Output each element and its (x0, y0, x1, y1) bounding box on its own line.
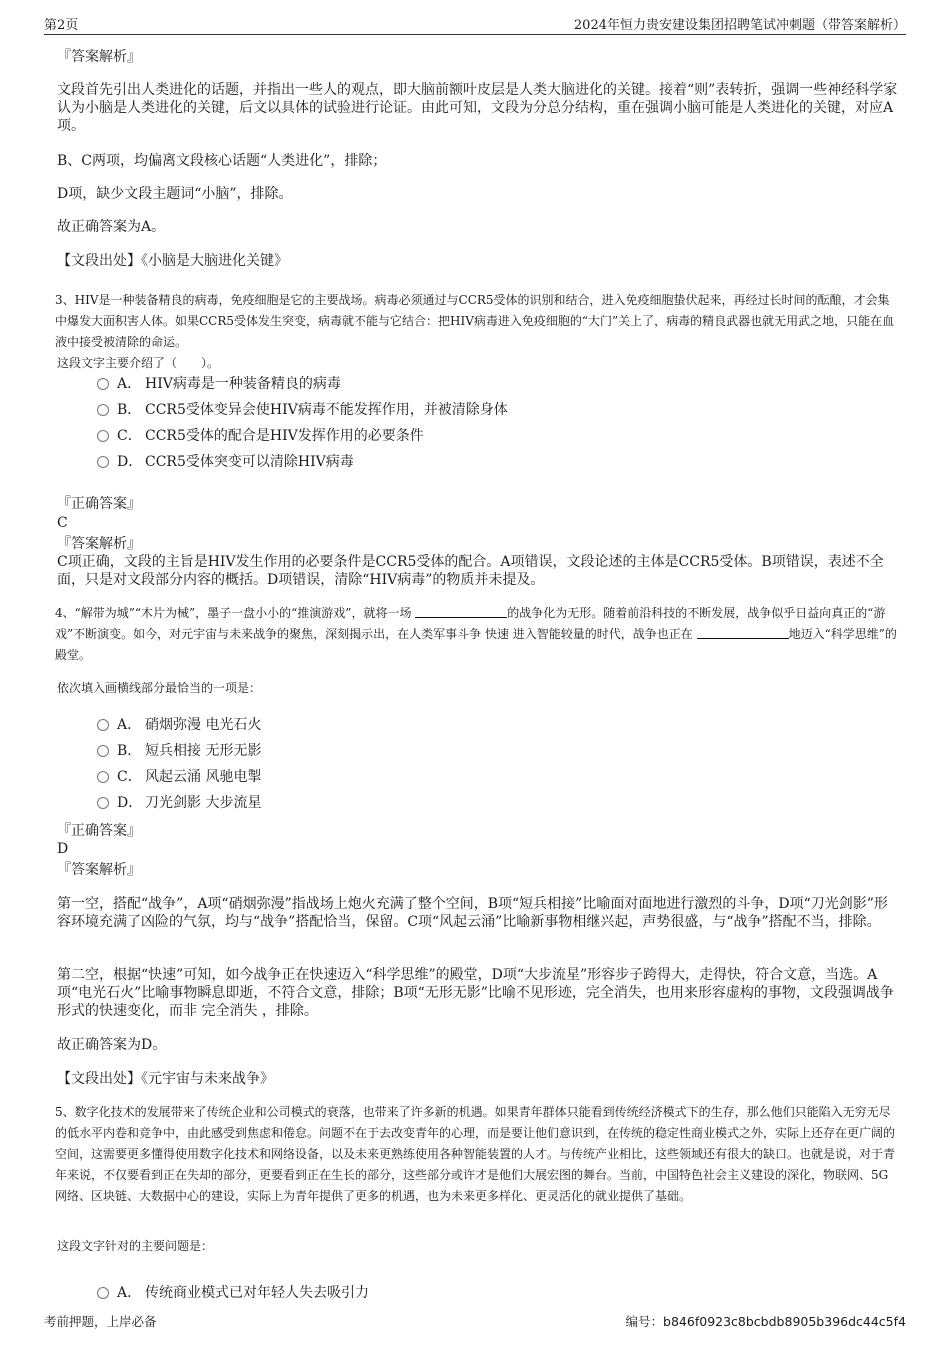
q2-analysis-label: 『答案解析』 (57, 49, 141, 65)
radio-icon[interactable] (97, 719, 109, 731)
q2-conclusion: 故正确答案为A。 (57, 219, 166, 235)
q2-analysis-para2: B、C两项，均偏离文段核心话题“人类进化”，排除； (57, 153, 387, 169)
radio-icon[interactable] (97, 430, 109, 442)
q3-option-d[interactable]: D． CCR5受体突变可以清除HIV病毒 (97, 453, 354, 471)
q5-question: 这段文字针对的主要问题是： (57, 1239, 214, 1253)
fill-blank-2 (697, 626, 789, 639)
q4-answer: D (57, 841, 69, 857)
q3-question: 这段文字主要介绍了（ ）。 (57, 356, 220, 370)
q5-option-a[interactable]: A． 传统商业模式已对年轻人失去吸引力 (97, 1284, 369, 1302)
q4-question: 依次填入画横线部分最恰当的一项是： (57, 681, 262, 695)
radio-icon[interactable] (97, 771, 109, 783)
radio-icon[interactable] (97, 456, 109, 468)
page-header (44, 10, 906, 35)
radio-icon[interactable] (97, 745, 109, 757)
q4-option-b[interactable]: B． 短兵相接 无形无影 (97, 742, 261, 760)
document-serial: 编号：b846f0923c8bcbdb8905b396dc44c5f4 (625, 1314, 906, 1329)
q3-analysis: C项正确，文段的主旨是HIV发生作用的必要条件是CCR5受体的配合。A项错误，文段论述的主体是CCR5受体。B项错误，表述不全面，只是对文段部分内容的概括。D项错误，清除“HIV病毒”的物质并未提及。 (57, 554, 884, 588)
page-number: 第2页 (44, 18, 79, 33)
q3-option-c[interactable]: C． CCR5受体的配合是HIV发挥作用的必要条件 (97, 427, 424, 445)
q4-conclusion: 故正确答案为D。 (57, 1037, 167, 1053)
q4-option-c[interactable]: C． 风起云涌 风驰电掣 (97, 768, 261, 786)
q2-source: 【文段出处】《小脑是大脑进化关键》 (57, 253, 288, 269)
q4-analysis-label: 『答案解析』 (57, 862, 141, 878)
radio-icon[interactable] (97, 1287, 109, 1299)
q2-analysis-para3: D项，缺少文段主题词“小脑”，排除。 (57, 186, 293, 202)
document-title: 2024年恒力贵安建设集团招聘笔试冲刺题（带答案解析） (573, 18, 906, 33)
q4-analysis-para1: 第一空，搭配“战争”，A项“硝烟弥漫”指战场上炮火充满了整个空间，B项“短兵相接”比喻面对面地进行激烈的斗争，D项“刀光剑影”形容环境充满了凶险的气氛，均与“战争”搭配恰当，保留。C项“风起云涌”比喻新事物相继兴起，声势很盛，与“战争”搭配不当，排除。 (57, 896, 888, 930)
q3-option-a[interactable]: A． HIV病毒是一种装备精良的病毒 (97, 375, 341, 393)
q5-stem: 5、数字化技术的发展带来了传统企业和公司模式的衰落，也带来了许多新的机遇。如果青年群体只能看到传统经济模式下的生存，那么他们只能陷入无穷无尽的低水平内卷和竞争中，由此感受到焦虑和倦怠。问题不在于去改变青年的心理，而是要让他们意识到，在传统的稳定性商业模式之外，实际上还存在更广阔的空间，这需要更多懂得使用数字化技术和网络设备，以及未来更熟练使用各种智能装置的人才。与传统产业相比，这些领域还有很大的缺口。也就是说，对于青年来说，不仅要看到正在失却的部分，更要看到正在生长的部分，这些部分或许才是他们大展宏图的舞台。当前，中国特色社会主义建设的深化，物联网、5G网络、区块链、大数据中心的建设，实际上为青年提供了更多的机遇，也为未来更多样化、更灵活化的就业提供了基础。 (55, 1105, 896, 1203)
fill-blank-1 (415, 605, 507, 618)
q4-answer-label: 『正确答案』 (57, 823, 141, 839)
q4-analysis-para2: 第二空，根据“快速”可知，如今战争正在快速迈入“科学思维”的殿堂，D项“大步流星”形容步子跨得大，走得快，符合文意，当选。A项“电光石火”比喻事物瞬息即逝，不符合文意，排除；B项“无形无影”比喻不见形迹，完全消失，也用来形容虚构的事物，文段强调战争形式的快速变化，而非 完全消失 ，排除。 (57, 967, 894, 1019)
q3-analysis-label: 『答案解析』 (57, 536, 141, 552)
q4-option-d[interactable]: D． 刀光剑影 大步流星 (97, 794, 261, 812)
radio-icon[interactable] (97, 404, 109, 416)
footer-slogan: 考前押题，上岸必备 (44, 1314, 157, 1329)
q3-answer: C (57, 515, 68, 531)
q2-analysis-para1: 文段首先引出人类进化的话题，并指出一些人的观点，即大脑前额叶皮层是人类大脑进化的关键。接着“则”表转折，强调一些神经科学家认为小脑是人类进化的关键，后文以具体的试验进行论证。由此可知，文段为分总分结构，重在强调小脑可能是人类进化的关键，对应A项。 (57, 82, 898, 134)
q4-stem: 4、“解带为城”“木片为械”，墨子一盘小小的“推演游戏”，就将一场 的战争化为无形。随着前沿科技的不断发展，战争似乎日益向真正的“游戏”不断演变。如今，对元宇宙与未来战争的聚焦，深刻揭示出，在人类军事斗争 快速 进入智能较量的时代，战争也正在 地迈入“科学思维”的殿堂。 (55, 606, 897, 662)
radio-icon[interactable] (97, 378, 109, 390)
q3-stem: 3、HIV是一种装备精良的病毒，免疫细胞是它的主要战场。病毒必须通过与CCR5受体的识别和结合，进入免疫细胞蛰伏起来，再经过长时间的酝酿，才会集中爆发大面积害人体。如果CCR5受体发生突变，病毒就不能与它结合：把HIV病毒进入免疫细胞的“大门”关上了，病毒的精良武器也就无用武之地，只能在血液中接受被清除的命运。 (55, 293, 895, 349)
q4-source: 【文段出处】《元宇宙与未来战争》 (57, 1071, 274, 1087)
radio-icon[interactable] (97, 797, 109, 809)
q4-option-a[interactable]: A． 硝烟弥漫 电光石火 (97, 716, 261, 734)
q3-answer-label: 『正确答案』 (57, 496, 141, 512)
q3-option-b[interactable]: B． CCR5受体变异会使HIV病毒不能发挥作用，并被清除身体 (97, 401, 508, 419)
